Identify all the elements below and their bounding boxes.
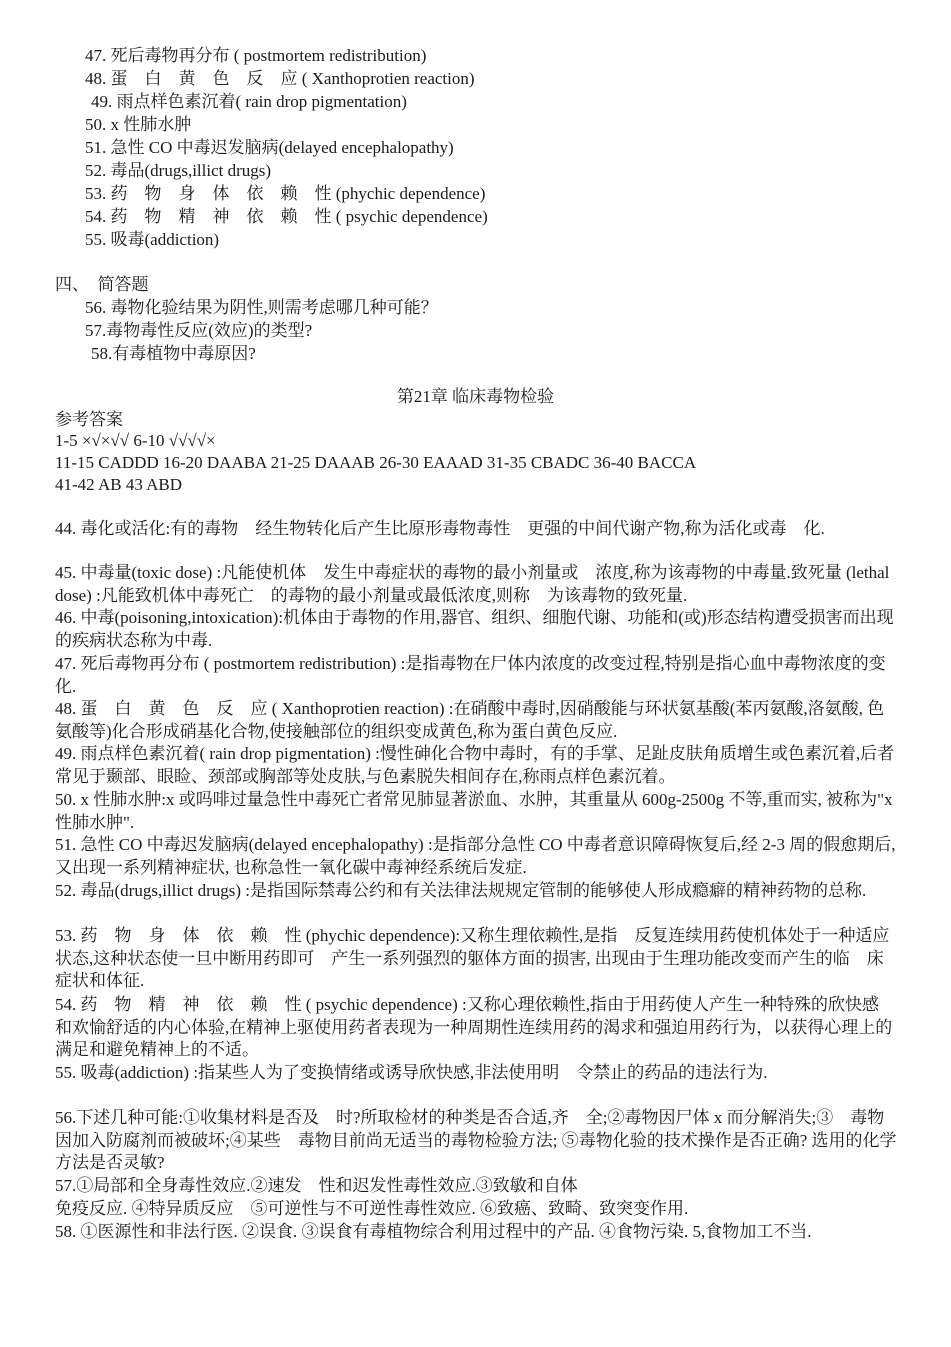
answers-multiple-choice-1: 11-15 CADDD 16-20 DAABA 21-25 DAAAB 26-30 EAAAD 31-35 CBADC 36-40 BACCA xyxy=(55,453,697,472)
answers-label: 参考答案 xyxy=(55,410,123,429)
short-answer-58: 58. ①医源性和非法行医. ②误食. ③误食有毒植物综合利用过程中的产品. ④食物污染. 5,食物加工不当. xyxy=(55,1222,812,1241)
answers-multiple-choice-2: 41-42 AB 43 ABD xyxy=(55,475,183,494)
definition-45: 45. 中毒量(toxic dose) :凡能使机体 发生中毒症状的毒物的最小剂量或 浓度,称为该毒物的中毒量.致死量 (lethal dose) :凡能致机体中毒死亡 的毒物的最小剂量或最低浓度,则称 为该毒物的致死量. xyxy=(55,563,890,605)
question-58: 58.有毒植物中毒原因? xyxy=(91,344,256,363)
definition-44: 44. 毒化或活化:有的毒物 经生物转化后产生比原形毒物毒性 更强的中间代谢产物,称为活化或毒 化. xyxy=(55,519,825,538)
term-item-54: 54. 药 物 精 神 依 赖 性 ( psychic dependence) xyxy=(85,207,488,226)
term-item-48: 48. 蛋 白 黄 色 反 应 ( Xanthoprotien reaction) xyxy=(85,69,475,88)
term-item-47: 47. 死后毒物再分布 ( postmortem redistribution) xyxy=(85,46,427,65)
question-56: 56. 毒物化验结果为阴性,则需考虑哪几种可能？ xyxy=(85,298,438,317)
answers-true-false: 1-5 ×√×√√ 6-10 √√√√× xyxy=(55,431,216,450)
term-item-49: 49. 雨点样色素沉着( rain drop pigmentation) xyxy=(91,92,407,111)
term-item-53: 53. 药 物 身 体 依 赖 性 (phychic dependence) xyxy=(85,184,486,203)
short-answer-57-line1: 57.①局部和全身毒性效应.②速发 性和迟发性毒性效应.③致敏和自体 xyxy=(55,1176,578,1195)
term-item-55: 55. 吸毒(addiction) xyxy=(85,230,220,249)
definition-46: 46. 中毒(poisoning,intoxication):机体由于毒物的作用,器官、组织、细胞代谢、功能和(或)形态结构遭受损害而出现的疾病状态称为中毒. xyxy=(55,608,894,650)
term-item-50: 50. x 性肺水肿 xyxy=(85,115,192,134)
definition-55: 55. 吸毒(addiction) :指某些人为了变换情绪或诱导欣快感,非法使用明 令禁止的药品的违法行为. xyxy=(55,1063,768,1082)
definition-50: 50. x 性肺水肿:x 或吗啡过量急性中毒死亡者常见肺显著淤血、水肿，其重量从 600g-2500g 不等,重而实, 被称为"x 性肺水肿". xyxy=(55,790,893,832)
definition-49: 49. 雨点样色素沉着( rain drop pigmentation) :慢性砷化合物中毒时，有的手掌、足趾皮肤角质增生或色素沉着,后者常见于颞部、眼睑、颈部或胸部等处皮肤,与色素脱失相间存在,称雨点样色素沉着。 xyxy=(55,744,895,786)
question-57: 57.毒物毒性反应(效应)的类型? xyxy=(85,321,313,340)
definition-54: 54. 药 物 精 神 依 赖 性 ( psychic dependence) :又称心理依赖性,指由于用药使人产生一种特殊的欣快感 和欢愉舒适的内心体验,在精神上驱使用药者表现为一种周期性连续用药的渴求和强迫用药行为，以获得心理上的满足和避免精神上的不适。 xyxy=(55,995,896,1060)
definition-52: 52. 毒品(drugs,illict drugs) :是指国际禁毒公约和有关法律法规规定管制的能够使人形成瘾癖的精神药物的总称. xyxy=(55,881,867,900)
term-item-51: 51. 急性 CO 中毒迟发脑病(delayed encephalopathy) xyxy=(85,138,454,157)
section-heading: 四、 简答题 xyxy=(55,275,149,294)
short-answer-56: 56.下述几种可能:①收集材料是否及 时?所取检材的种类是否合适,齐 全;②毒物因尸体 x 而分解消失;③ 毒物因加入防腐剂而被破坏;④某些 毒物目前尚无适当的毒物检验方法; ⑤毒物化验的技术操作是否正确? 选用的化学方法是否灵敏? xyxy=(55,1108,897,1173)
definition-53: 53. 药 物 身 体 依 赖 性 (phychic dependence):又称生理依赖性,是指 反复连续用药使机体处于一种适应 状态,这种状态使一旦中断用药即可 产生一系列强烈的躯体方面的损害, 出现由于生理功能改变而产生的临 床症状和体征. xyxy=(55,926,907,991)
term-item-52: 52. 毒品(drugs,illict drugs) xyxy=(85,161,272,180)
short-answer-57-line2: 免疫反应. ④特异质反应 ⑤可逆性与不可逆性毒性效应. ⑥致癌、致畸、致突变作用. xyxy=(55,1199,689,1218)
definition-47: 47. 死后毒物再分布 ( postmortem redistribution) :是指毒物在尸体内浓度的改变过程,特别是指心血中毒物浓度的变化. xyxy=(55,654,886,696)
definition-51: 51. 急性 CO 中毒迟发脑病(delayed encephalopathy) :是指部分急性 CO 中毒者意识障碍恢复后,经 2-3 周的假愈期后,又出现一系列精神症状, 也称急性一氧化碳中毒神经系统后发症. xyxy=(55,835,896,877)
chapter-title: 第21章 临床毒物检验 xyxy=(396,387,555,406)
definition-48: 48. 蛋 白 黄 色 反 应 ( Xanthoprotien reaction) :在硝酸中毒时,因硝酸能与环状氨基酸(苯丙氨酸,洛氨酸, 色氨酸等)化合形成硝基化合物,使接触部位的组织变成黄色,称为蛋白黄色反应. xyxy=(55,699,885,741)
